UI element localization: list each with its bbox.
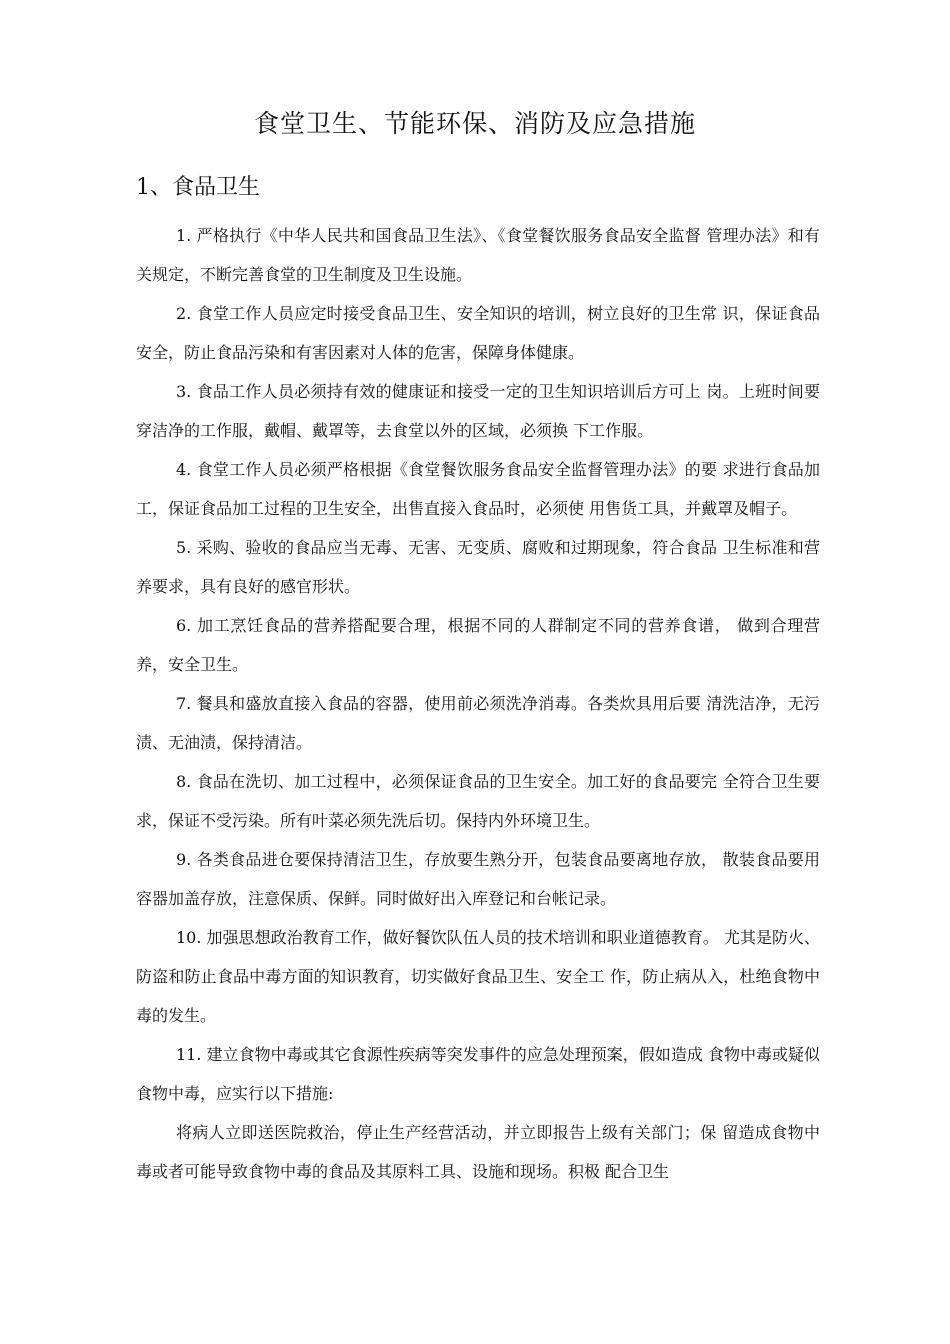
paragraph-5: 5. 采购、验收的食品应当无毒、无害、无变质、腐败和过期现象，符合食品 卫生标准和营养要求，具有良好的感官形状。 (136, 538, 820, 596)
paragraph-6: 6. 加工烹饪食品的营养搭配要合理，根据不同的人群制定不同的营养食谱， 做到合理营养，安全卫生。 (136, 616, 820, 674)
paragraph-1: 1. 严格执行《中华人民共和国食品卫生法》、《食堂餐饮服务食品安全监督 管理办法》和有关规定，不断完善食堂的卫生制度及卫生设施。 (136, 226, 820, 284)
document-title: 食堂卫生、节能环保、消防及应急措施 (253, 109, 696, 138)
paragraph-10: 10. 加强思想政治教育工作，做好餐饮队伍人员的技术培训和职业道德教育。 尤其是防火、防盗和防止食品中毒方面的知识教育，切实做好食品卫生、安全工 作，防止病从入，杜绝食物中毒的发生。 (136, 928, 820, 1025)
document-body (136, 216, 820, 1191)
paragraph-3: 3. 食品工作人员必须持有效的健康证和接受一定的卫生知识培训后方可上 岗。上班时间要穿洁净的工作服，戴帽、戴罩等，去食堂以外的区域，必须换 下工作服。 (136, 382, 820, 440)
section-heading-food-hygiene: 1、食品卫生 (136, 175, 260, 200)
paragraph-4: 4. 食堂工作人员必须严格根据《食堂餐饮服务食品安全监督管理办法》的要 求进行食品加工，保证食品加工过程的卫生安全，出售直接入食品时，必须使 用售货工具，并戴罩及帽子。 (136, 460, 820, 518)
paragraph-12: 将病人立即送医院救治，停止生产经营活动，并立即报告上级有关部门；保 留造成食物中毒或者可能导致食物中毒的食品及其原料工具、设施和现场。积极 配合卫生 (136, 1123, 820, 1181)
paragraph-7: 7. 餐具和盛放直接入食品的容器，使用前必须洗净消毒。各类炊具用后要 清洗洁净，无污渍、无油渍，保持清洁。 (136, 694, 820, 752)
paragraph-8: 8. 食品在洗切、加工过程中，必须保证食品的卫生安全。加工好的食品要完 全符合卫生要求，保证不受污染。所有叶菜必须先洗后切。保持内外环境卫生。 (136, 772, 820, 830)
paragraph-9: 9. 各类食品进仓要保持清洁卫生，存放要生熟分开，包装食品要离地存放， 散装食品要用容器加盖存放，注意保质、保鲜。同时做好出入库登记和台帐记录。 (136, 850, 820, 908)
paragraph-11: 11. 建立食物中毒或其它食源性疾病等突发事件的应急处理预案，假如造成 食物中毒或疑似食物中毒，应实行以下措施: (136, 1045, 820, 1103)
paragraph-2: 2. 食堂工作人员应定时接受食品卫生、安全知识的培训，树立良好的卫生常 识，保证食品安全，防止食品污染和有害因素对人体的危害，保障身体健康。 (136, 304, 820, 362)
